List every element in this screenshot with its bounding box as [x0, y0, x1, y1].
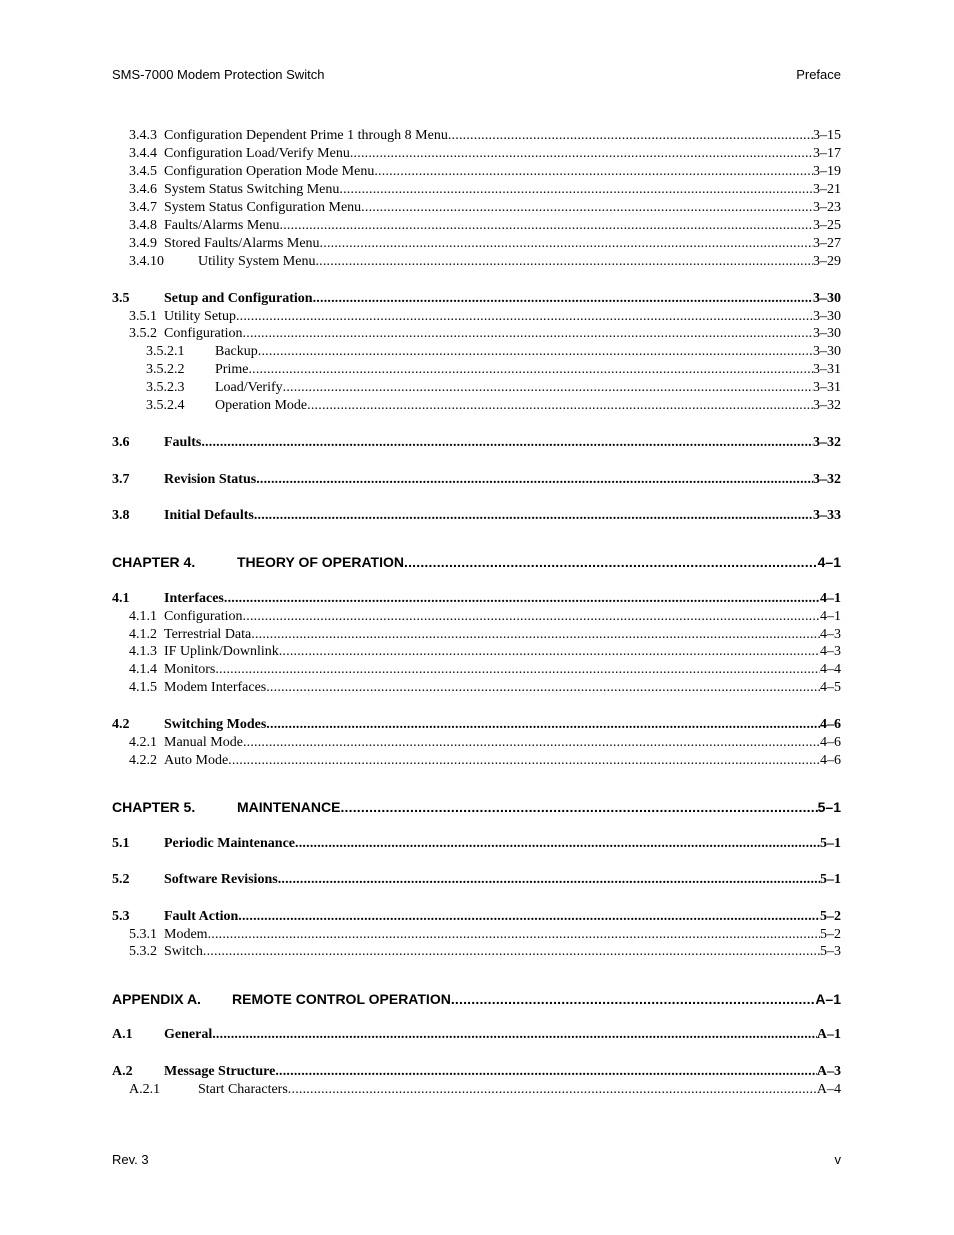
footer-revision: Rev. 3	[112, 1152, 149, 1167]
toc-entry-title: Software Revisions	[164, 872, 278, 887]
toc-entry-page: 3–17	[813, 146, 841, 161]
toc-entry[interactable]	[112, 398, 841, 414]
toc-entry-page: 3–32	[813, 398, 841, 413]
toc-entry-number: 3.4.10	[129, 254, 164, 269]
toc-entry-title: Setup and Configuration	[164, 291, 313, 306]
toc-entry-number: 5.3.2	[129, 944, 157, 959]
toc-dot-leader	[320, 236, 813, 252]
toc-entry-title: Auto Mode	[164, 753, 229, 768]
toc-entry-number: 3.4.7	[129, 200, 157, 215]
toc-dot-leader	[283, 380, 813, 396]
toc-dot-leader	[212, 1027, 817, 1043]
toc-entry-title: Faults/Alarms Menu	[164, 218, 280, 233]
toc-entry-title: System Status Configuration Menu	[164, 200, 362, 215]
toc-entry-page: 3–31	[813, 380, 841, 395]
toc-entry[interactable]	[112, 591, 841, 607]
toc-entry-number: 3.5.2.3	[146, 380, 185, 395]
toc-entry-page: 4–6	[820, 717, 841, 732]
toc-entry[interactable]	[112, 508, 841, 524]
toc-entry-number: 5.1	[112, 836, 130, 851]
toc-entry-page: 5–1	[820, 872, 841, 887]
toc-entry-page: A–1	[815, 991, 841, 1007]
toc-entry-title: Message Structure	[164, 1064, 276, 1079]
page-footer	[112, 1152, 841, 1167]
toc-entry-title: IF Uplink/Downlink	[164, 644, 279, 659]
toc-entry[interactable]	[112, 200, 841, 216]
header-section-name: Preface	[796, 67, 841, 82]
toc-entry-title: Switch	[164, 944, 203, 959]
toc-entry-page: 3–15	[813, 128, 841, 143]
toc-entry[interactable]	[112, 609, 841, 625]
toc-entry-number: 3.4.9	[129, 236, 157, 251]
toc-entry-number: 4.2	[112, 717, 130, 732]
toc-entry-number: 4.1.4	[129, 662, 157, 677]
toc-dot-leader	[203, 944, 820, 960]
toc-entry-title: Periodic Maintenance	[164, 836, 296, 851]
toc-entry-title: Faults	[164, 435, 202, 450]
toc-entry-title: Start Characters	[198, 1082, 288, 1097]
toc-entry-page: 4–1	[820, 591, 841, 606]
toc-entry-number: 3.4.6	[129, 182, 157, 197]
toc-entry-number: 3.4.3	[129, 128, 157, 143]
toc-entry[interactable]	[112, 362, 841, 378]
toc-entry-number: 3.4.4	[129, 146, 157, 161]
toc-entry-title: Configuration	[164, 609, 243, 624]
toc-entry-title: System Status Switching Menu	[164, 182, 340, 197]
toc-dot-leader	[254, 508, 813, 524]
toc-entry-number: 3.8	[112, 508, 130, 523]
toc-dot-leader	[243, 326, 813, 342]
toc-entry[interactable]	[112, 146, 841, 162]
toc-entry[interactable]	[112, 236, 841, 252]
toc-entry-number: 5.3.1	[129, 927, 157, 942]
toc-dot-leader	[295, 836, 820, 852]
toc-entry[interactable]	[112, 627, 841, 643]
toc-entry-title: Configuration Load/Verify Menu	[164, 146, 350, 161]
toc-entry-number: 3.4.8	[129, 218, 157, 233]
toc-dot-leader	[451, 991, 815, 1007]
toc-entry-number: 4.2.1	[129, 735, 157, 750]
toc-entry-number: 3.5.2	[129, 326, 157, 341]
toc-entry-title: Monitors	[164, 662, 216, 677]
toc-dot-leader	[266, 680, 820, 696]
toc-entry[interactable]	[112, 991, 841, 1007]
toc-entry[interactable]	[112, 472, 841, 488]
toc-entry-page: A–4	[816, 1082, 841, 1097]
toc-entry-title: Utility Setup	[164, 309, 236, 324]
toc-dot-leader	[201, 435, 813, 451]
toc-entry-number: 3.5.2.4	[146, 398, 185, 413]
toc-entry-page: 5–1	[817, 799, 841, 815]
toc-entry[interactable]	[112, 872, 841, 888]
toc-entry-page: 3–33	[813, 508, 841, 523]
toc-entry-page: A–3	[816, 1064, 841, 1079]
toc-entry-title: Interfaces	[164, 591, 224, 606]
toc-entry-page: 3–25	[813, 218, 841, 233]
toc-entry-number: 3.4.5	[129, 164, 157, 179]
toc-entry[interactable]	[112, 1027, 841, 1043]
toc-dot-leader	[279, 644, 820, 660]
toc-entry-number: 3.7	[112, 472, 130, 487]
toc-entry-number: A.2	[112, 1064, 133, 1079]
toc-entry[interactable]	[112, 380, 841, 396]
toc-dot-leader	[266, 717, 820, 733]
toc-entry-number: A.1	[112, 1027, 133, 1042]
header-document-title: SMS-7000 Modem Protection Switch	[112, 67, 325, 82]
toc-dot-leader	[238, 909, 820, 925]
toc-dot-leader	[404, 554, 818, 570]
toc-entry-page: 3–30	[813, 326, 841, 341]
toc-entry-number: 4.1.1	[129, 609, 157, 624]
toc-entry-page: 3–32	[813, 472, 841, 487]
toc-entry[interactable]	[112, 1064, 841, 1080]
toc-dot-leader	[280, 218, 814, 234]
toc-entry-page: 3–21	[813, 182, 841, 197]
toc-entry-page: 3–30	[813, 309, 841, 324]
toc-entry-number: CHAPTER 4.	[112, 554, 196, 570]
toc-entry[interactable]	[112, 554, 841, 570]
toc-entry-number: 3.5.2.2	[146, 362, 185, 377]
toc-entry-page: 3–27	[813, 236, 841, 251]
toc-dot-leader	[315, 254, 813, 270]
toc-entry-page: 4–4	[820, 662, 841, 677]
toc-entry[interactable]	[112, 735, 841, 751]
toc-entry-number: 4.1	[112, 591, 130, 606]
toc-entry-number: 4.2.2	[129, 753, 157, 768]
toc-entry-title: Manual Mode	[164, 735, 243, 750]
toc-entry[interactable]	[112, 309, 841, 325]
toc-entry-number: 5.3	[112, 909, 130, 924]
toc-dot-leader	[313, 291, 813, 307]
toc-entry-title: Modem Interfaces	[164, 680, 267, 695]
toc-entry-page: A–1	[816, 1027, 841, 1042]
toc-entry-page: 4–3	[820, 644, 841, 659]
toc-entry-title: Prime	[215, 362, 249, 377]
toc-entry-page: 4–6	[820, 735, 841, 750]
toc-dot-leader	[374, 164, 813, 180]
toc-entry-number: 4.1.5	[129, 680, 157, 695]
toc-entry[interactable]	[112, 291, 841, 307]
footer-page-number: v	[834, 1152, 841, 1167]
toc-entry[interactable]	[112, 254, 841, 270]
toc-entry-page: 3–30	[813, 344, 841, 359]
toc-dot-leader	[340, 799, 817, 815]
toc-dot-leader	[350, 146, 813, 162]
toc-entry-number: 4.1.2	[129, 627, 157, 642]
toc-dot-leader	[251, 627, 820, 643]
toc-entry-page: 3–30	[813, 291, 841, 306]
toc-entry-title: Fault Action	[164, 909, 239, 924]
toc-entry-page: 5–3	[820, 944, 841, 959]
toc-entry-title: Initial Defaults	[164, 508, 254, 523]
toc-entry-title: Revision Status	[164, 472, 257, 487]
toc-entry[interactable]	[112, 680, 841, 696]
toc-entry-title: Load/Verify	[215, 380, 283, 395]
toc-entry-page: 3–23	[813, 200, 841, 215]
toc-entry-title: Terrestrial Data	[164, 627, 252, 642]
toc-dot-leader	[339, 182, 813, 198]
toc-entry-number: CHAPTER 5.	[112, 799, 196, 815]
toc-dot-leader	[361, 200, 813, 216]
toc-dot-leader	[215, 662, 820, 678]
toc-dot-leader	[248, 362, 813, 378]
toc-entry-title: Configuration Dependent Prime 1 through 8 Menu	[164, 128, 448, 143]
toc-entry[interactable]	[112, 435, 841, 451]
toc-entry-number: 3.5.1	[129, 309, 157, 324]
toc-entry-page: 5–2	[820, 909, 841, 924]
toc-entry-title: Modem	[164, 927, 208, 942]
toc-entry[interactable]	[112, 1082, 841, 1098]
toc-entry-title: Switching Modes	[164, 717, 267, 732]
toc-entry[interactable]	[112, 799, 841, 815]
toc-entry-page: 3–31	[813, 362, 841, 377]
toc-entry-title: Operation Mode	[215, 398, 308, 413]
toc-entry-title: MAINTENANCE	[237, 799, 341, 815]
toc-dot-leader	[258, 344, 813, 360]
toc-entry-page: 4–6	[820, 753, 841, 768]
toc-entry-number: APPENDIX A.	[112, 991, 201, 1007]
toc-entry-title: Configuration Operation Mode Menu	[164, 164, 375, 179]
toc-dot-leader	[243, 735, 820, 751]
toc-entry-number: 3.6	[112, 435, 130, 450]
toc-entry-page: 3–19	[813, 164, 841, 179]
toc-entry-page: 3–32	[813, 435, 841, 450]
toc-entry[interactable]	[112, 344, 841, 360]
toc-entry-page: 3–29	[813, 254, 841, 269]
toc-entry[interactable]	[112, 164, 841, 180]
toc-entry-title: Utility System Menu	[198, 254, 316, 269]
toc-entry-number: A.2.1	[129, 1082, 161, 1097]
toc-entry-title: General	[164, 1027, 213, 1042]
toc-dot-leader	[307, 398, 813, 414]
toc-entry-number: 3.5	[112, 291, 130, 306]
toc-entry-number: 3.5.2.1	[146, 344, 185, 359]
toc-entry[interactable]	[112, 128, 841, 144]
toc-entry-page: 4–5	[820, 680, 841, 695]
toc-entry[interactable]	[112, 909, 841, 925]
toc-dot-leader	[208, 927, 820, 943]
toc-dot-leader	[243, 609, 820, 625]
toc-entry[interactable]	[112, 927, 841, 943]
toc-dot-leader	[278, 872, 820, 888]
toc-entry-page: 5–2	[820, 927, 841, 942]
toc-entry-page: 5–1	[820, 836, 841, 851]
page-header	[112, 67, 841, 82]
toc-dot-leader	[224, 591, 820, 607]
toc-dot-leader	[228, 753, 820, 769]
toc-entry-page: 4–3	[820, 627, 841, 642]
toc-entry-title: Configuration	[164, 326, 243, 341]
toc-entry[interactable]	[112, 326, 841, 342]
toc-entry[interactable]	[112, 218, 841, 234]
toc-dot-leader	[448, 128, 813, 144]
toc-entry[interactable]	[112, 662, 841, 678]
toc-entry-title: THEORY OF OPERATION	[237, 554, 404, 570]
toc-entry-number: 5.2	[112, 872, 130, 887]
toc-entry[interactable]	[112, 717, 841, 733]
toc-entry-title: Stored Faults/Alarms Menu	[164, 236, 320, 251]
toc-dot-leader	[288, 1082, 817, 1098]
toc-entry-title: REMOTE CONTROL OPERATION	[232, 991, 451, 1007]
toc-entry[interactable]	[112, 944, 841, 960]
toc-entry-number: 4.1.3	[129, 644, 157, 659]
toc-entry-page: 4–1	[820, 609, 841, 624]
toc-dot-leader	[236, 309, 813, 325]
toc-entry-page: 4–1	[817, 554, 841, 570]
toc-entry[interactable]	[112, 182, 841, 198]
toc-dot-leader	[275, 1064, 817, 1080]
toc-entry[interactable]	[112, 836, 841, 852]
toc-entry-title: Backup	[215, 344, 258, 359]
toc-dot-leader	[256, 472, 813, 488]
toc-entry[interactable]	[112, 753, 841, 769]
toc-entry[interactable]	[112, 644, 841, 660]
